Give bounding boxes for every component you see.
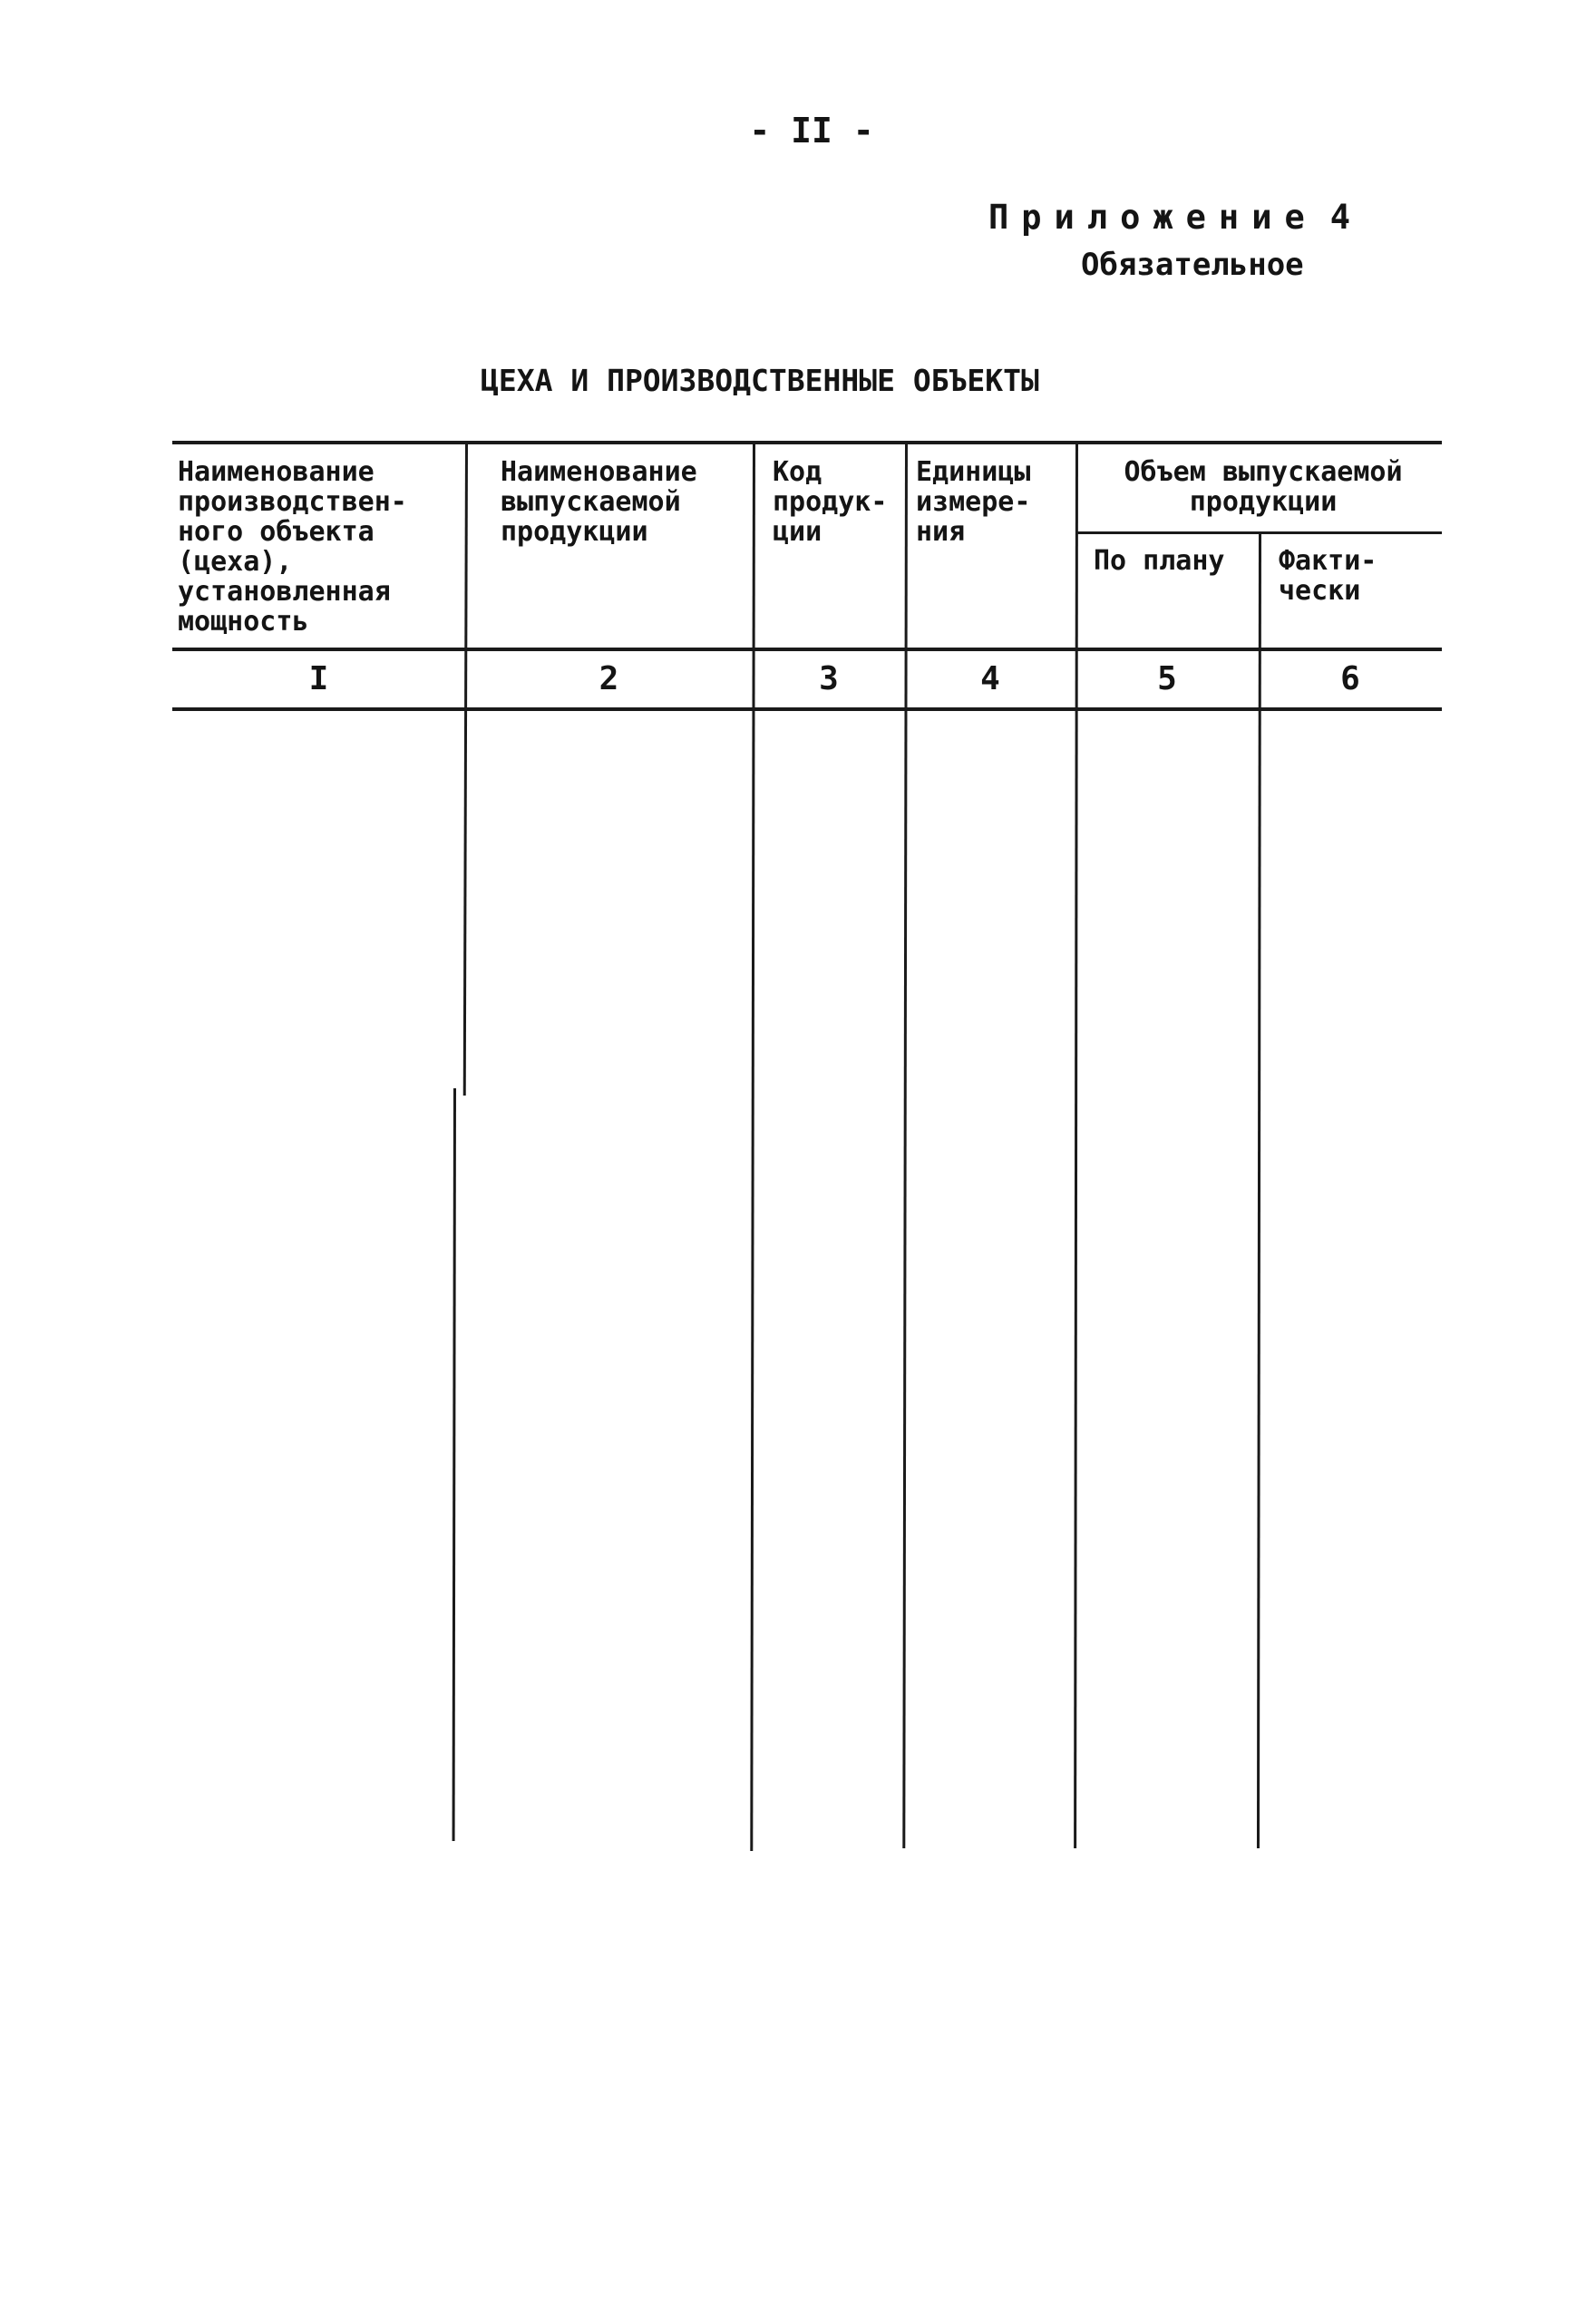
appendix-number: 4 — [1329, 198, 1351, 237]
column-number-2: 2 — [598, 660, 619, 697]
appendix-word: Приложение — [988, 198, 1318, 237]
table-title: ЦЕХА И ПРОИЗВОДСТВЕННЫЕ ОБЪЕКТЫ — [481, 363, 1039, 398]
header-planned: По плану — [1094, 545, 1225, 577]
table-top-rule — [172, 441, 1442, 444]
column-number-1: I — [308, 660, 329, 697]
header-facility-name: Наименование производствен- ного объекта (цеха), установленная мощность — [178, 456, 407, 638]
column-divider-4 — [1074, 443, 1078, 1848]
column-number-4: 4 — [980, 660, 1000, 697]
header-output-volume: Объем выпускаемой продукции — [1124, 456, 1403, 518]
column-divider-1-lower — [453, 1088, 456, 1841]
column-divider-1 — [463, 443, 468, 1096]
page-number: - II - — [749, 111, 874, 151]
header-product-code: Код продук- ции — [773, 456, 888, 548]
header-bottom-rule — [172, 648, 1442, 651]
column-divider-3 — [902, 443, 908, 1848]
column-number-3: 3 — [819, 660, 839, 697]
column-number-6: 6 — [1340, 660, 1360, 697]
appendix-status: Обязательное — [1081, 247, 1304, 283]
header-product-name: Наименование выпускаемой продукции — [501, 456, 697, 548]
column-number-5: 5 — [1157, 660, 1177, 697]
header-actual: Факти- чески — [1279, 545, 1377, 607]
column-divider-2 — [750, 443, 755, 1851]
header-units: Единицы измере- ния — [916, 456, 1031, 548]
numbers-bottom-rule — [172, 707, 1442, 711]
column-divider-5 — [1257, 533, 1261, 1848]
